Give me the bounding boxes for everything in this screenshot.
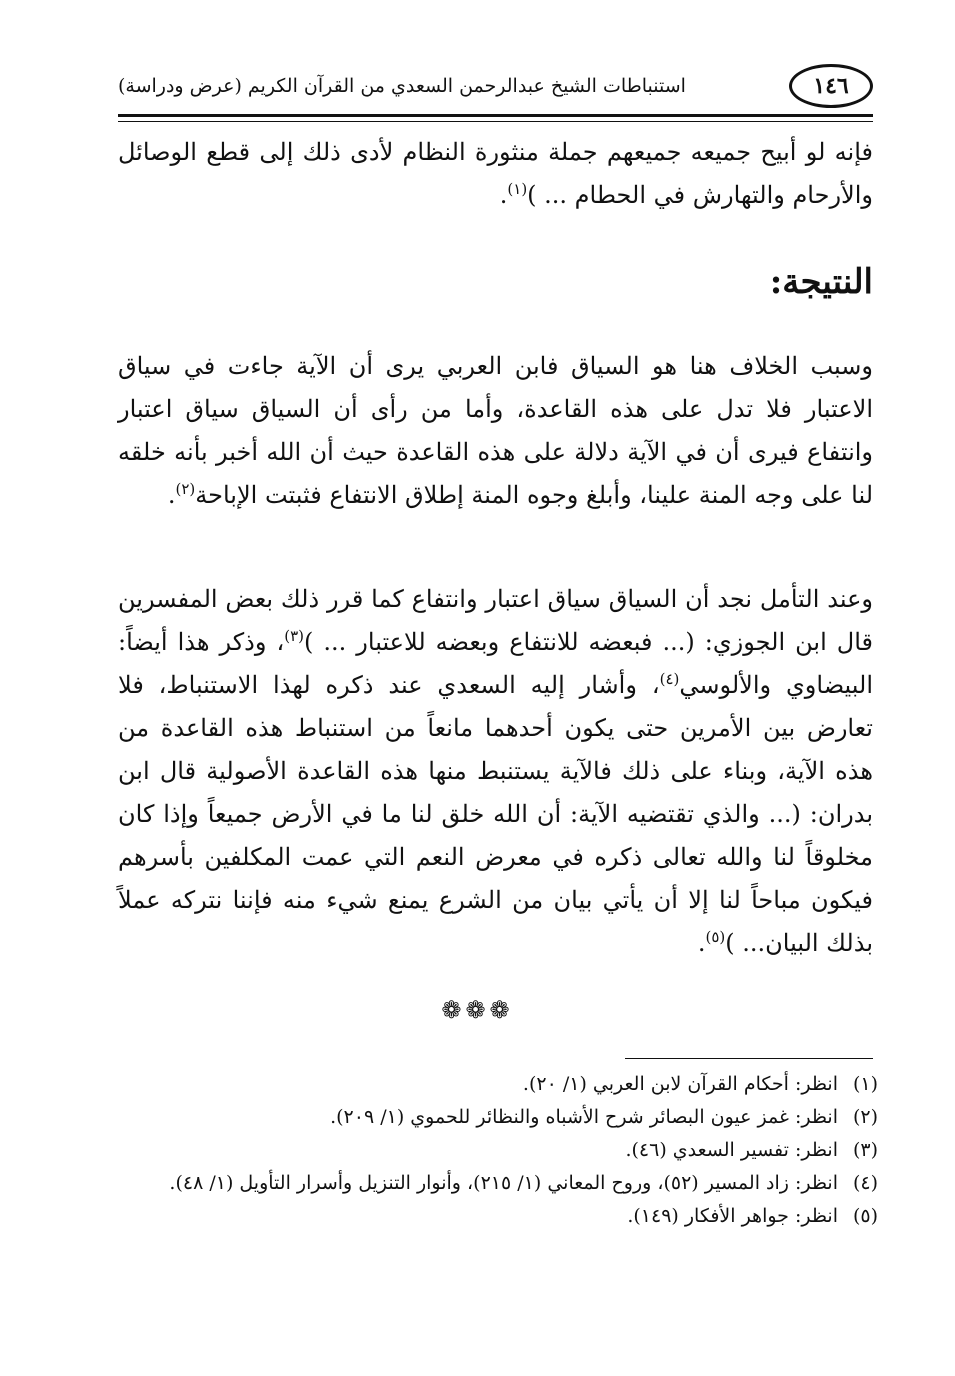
footnote-ref: (٤) xyxy=(659,670,680,688)
paragraph-result xyxy=(118,345,873,517)
running-header-title: استنباطات الشيخ عبدالرحمن السعدي من القرآن الكريم (عرض ودراسة) xyxy=(118,75,686,97)
header-rule-thin xyxy=(118,121,873,122)
footnote-text: انظر: أحكام القرآن لابن العربي (١/ ٢٠). xyxy=(522,1073,838,1095)
running-header xyxy=(118,58,873,114)
footnote-ref: (٥) xyxy=(705,928,726,946)
footnote-text: انظر: تفسير السعدي (٤٦). xyxy=(625,1139,838,1161)
paragraph-text: فإنه لو أبيح جميعه جميعهم جملة منثورة النظام لأدى ذلك إلى قطع الوصائل والأرحام والتهارش في الحطام ... ) xyxy=(118,138,873,209)
footnote-number: (٤) xyxy=(852,1172,878,1194)
paragraph-continuation xyxy=(118,131,873,217)
page-number: ١٤٦ xyxy=(789,64,873,108)
paragraph-reflection xyxy=(118,578,873,965)
footnote-text: انظر: غمز عيون البصائر شرح الأشباه والنظائر للحموي (١/ ٢٠٩). xyxy=(330,1106,838,1128)
section-separator-ornament: ❁❁❁ xyxy=(441,996,514,1024)
paragraph-text: ، وأشار إليه السعدي عند ذكره لهذا الاستنباط، فلا تعارض بين الأمرين حتى يكون أحدهما مانعاً من استنباط هذه القاعدة من هذه الآية، وبناء على ذلك فالآية يستنبط منها هذه القاعدة الأصولية قال ابن بدران: (... والذي تقتضيه الآية: أن الله خلق لنا ما في الأرض جميعاً وإذا كان مخلوقاً لنا والله تعالى ذكره في معرض النعم التي عمت المكلفين بأسرهم فيكون مباحاً لنا إلا أن يأتي بيان من الشرع يمنع شيء منه فإننا نتركه عملاً بذلك البيان... ) xyxy=(118,671,873,957)
section-heading: النتيجة: xyxy=(769,262,873,302)
footnote-ref: (٢) xyxy=(175,480,196,498)
footnote-number: (٢) xyxy=(852,1106,878,1128)
paragraph-text: وعند التأمل نجد أن السياق سياق اعتبار وانتفاع كما قرر ذلك بعض المفسرين قال ابن الجوزي: (... فبعضه للانتفاع وبعضه للاعتبار ... ) xyxy=(118,585,874,656)
paragraph-end: . xyxy=(167,481,176,509)
footnote-item xyxy=(118,1200,878,1233)
footnote-item xyxy=(118,1068,878,1101)
footnote-number: (٣) xyxy=(852,1139,878,1161)
footnote-ref: (١) xyxy=(507,180,528,198)
header-rule-thick xyxy=(118,114,873,117)
footnote-text: انظر: جواهر الأفكار (١٤٩). xyxy=(627,1205,838,1227)
footnote-number: (٥) xyxy=(852,1205,878,1227)
paragraph-text: وسبب الخلاف هنا هو السياق فابن العربي يرى أن الآية جاءت في سياق الاعتبار فلا تدل على هذه القاعدة، وأما من رأى أن السياق سياق اعتبار وانتفاع فيرى أن في الآية دلالة على هذه القاعدة حيث أن الله أخبر بأنه خلقه لنا على وجه المنة علينا، وأبلغ وجوه المنة إطلاق الانتفاع فثبتت الإباحة xyxy=(118,352,873,509)
paragraph-end: . xyxy=(697,929,706,957)
paragraph-end: . xyxy=(499,181,508,209)
footnote-item xyxy=(118,1167,878,1200)
paragraph-text: ، وذكر هذا أيضاً: البيضاوي والألوسي xyxy=(118,628,873,699)
footnote-item xyxy=(118,1101,878,1134)
footnote-number: (١) xyxy=(852,1073,878,1095)
footnote-ref: (٣) xyxy=(284,627,305,645)
footnote-divider xyxy=(625,1058,873,1059)
footnotes-list xyxy=(118,1068,878,1233)
footnote-text: انظر: زاد المسير (٥٢)، وروح المعاني (١/ ٢١٥)، وأنوار التنزيل وأسرار التأويل (١/ ٤٨). xyxy=(169,1172,838,1194)
footnote-item xyxy=(118,1134,878,1167)
